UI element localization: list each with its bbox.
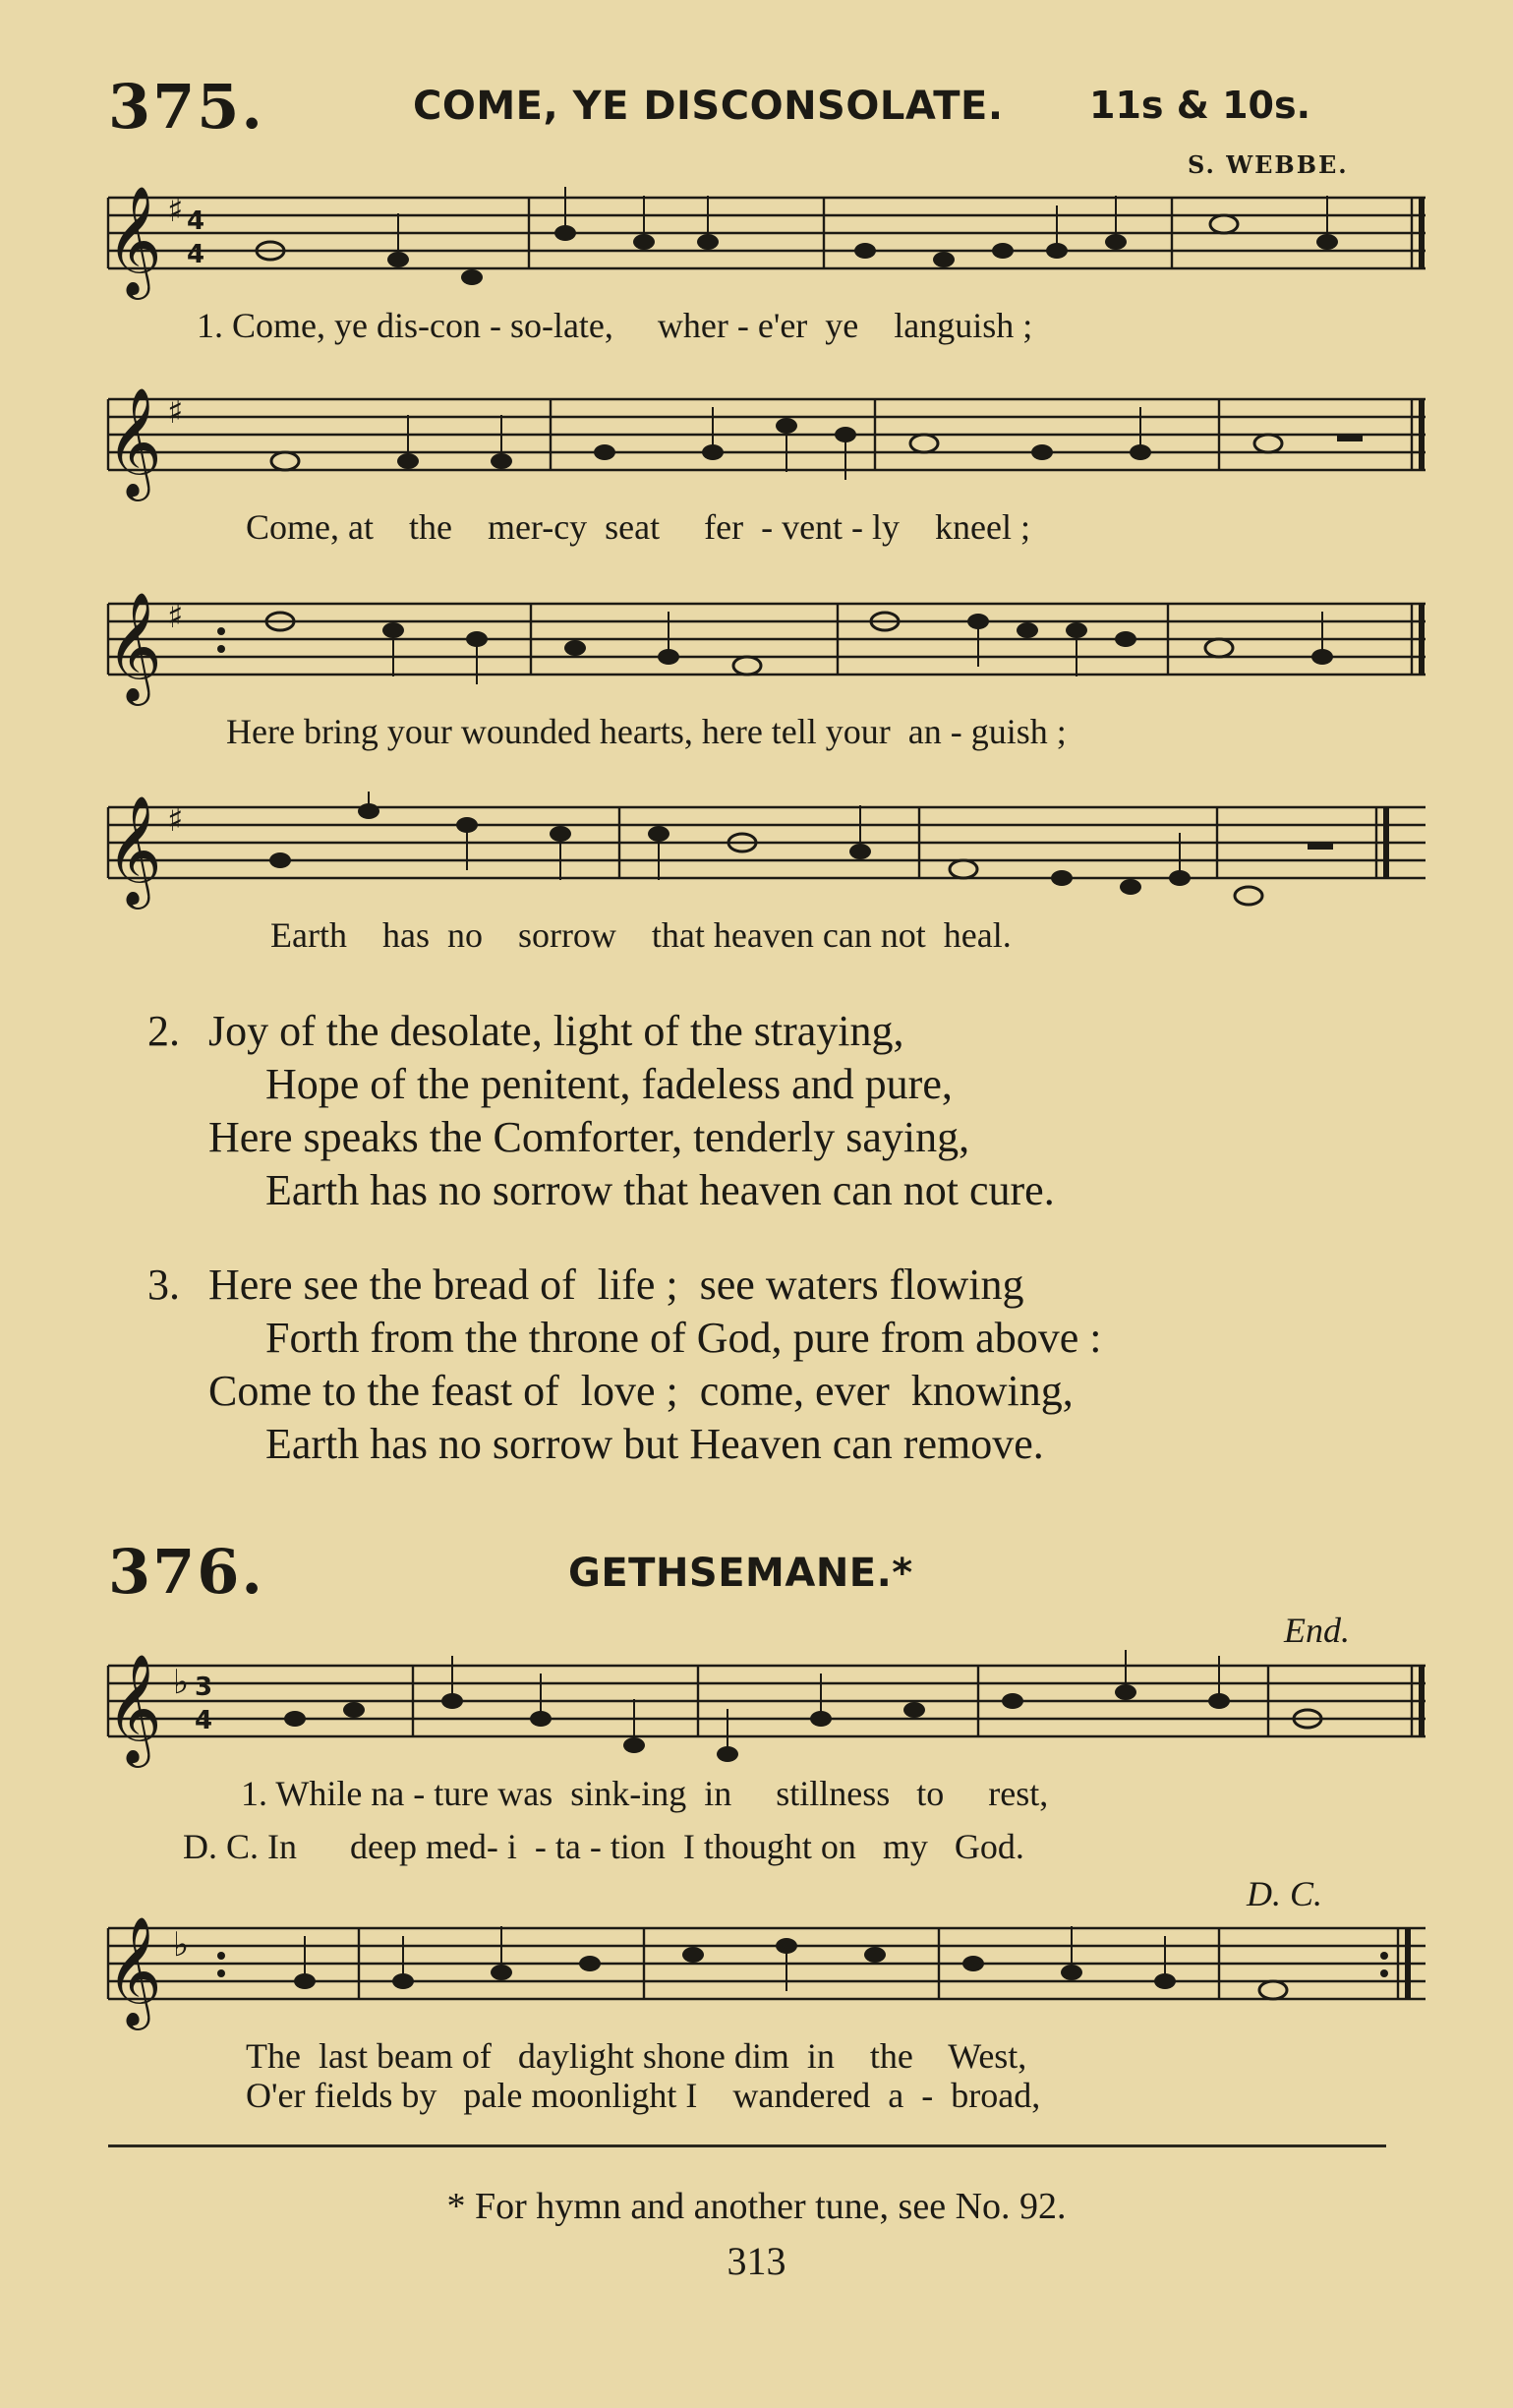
hymn-376-title: GETHSEMANE.* — [568, 1551, 913, 1596]
hymn-375-stanza-3 — [147, 1259, 1406, 1471]
svg-text:4: 4 — [195, 1706, 213, 1735]
music-staff — [98, 1650, 1435, 1778]
end-mark: End. — [1284, 1611, 1350, 1650]
svg-text:𝄞: 𝄞 — [106, 591, 162, 701]
svg-text:𝄞: 𝄞 — [106, 1915, 162, 2026]
hymn-375-number: 375. — [108, 71, 265, 143]
music-staff — [98, 383, 1435, 511]
hymn-376-lyric-line: The last beam of daylight shone dim in the West, — [246, 2036, 1027, 2076]
footnote-divider — [108, 2144, 1386, 2147]
dc-mark: D. C. — [1247, 1874, 1323, 1913]
hymn-375-title: COME, YE DISCONSOLATE. — [413, 84, 1004, 129]
svg-text:𝄞: 𝄞 — [106, 185, 162, 295]
hymn-376-lyric-line-dc: D. C. In deep med- i - ta - tion I thought on my God. — [183, 1827, 1024, 1866]
stanza-line: Earth has no sorrow but Heaven can remove. — [265, 1420, 1044, 1468]
hymn-375-lyric-line: Earth has no sorrow that heaven can not heal. — [270, 915, 1012, 955]
stanza-line: Come to the feast of love ; come, ever knowing, — [208, 1367, 1074, 1415]
footnote: * For hymn and another tune, see No. 92. — [446, 2186, 1067, 2227]
hymn-375-system-2 — [98, 383, 1435, 560]
svg-text:♯: ♯ — [167, 392, 184, 432]
stanza-number: 3. — [147, 1261, 180, 1309]
svg-text:♯: ♯ — [167, 191, 184, 230]
svg-text:𝄞: 𝄞 — [106, 1653, 162, 1763]
music-staff — [98, 182, 1435, 310]
svg-text:♯: ♯ — [167, 800, 184, 840]
stanza-line: Earth has no sorrow that heaven can not cure. — [265, 1166, 1055, 1214]
stanza-line: Forth from the throne of God, pure from above : — [265, 1314, 1102, 1362]
hymn-375-system-4 — [98, 792, 1435, 969]
hymn-375-system-1 — [98, 182, 1435, 359]
hymn-375-stanza-2 — [147, 1005, 1406, 1217]
hymn-375-composer: S. WEBBE. — [1188, 150, 1349, 179]
svg-text:𝄞: 𝄞 — [106, 794, 162, 905]
hymn-376-system-2 — [98, 1912, 1435, 2129]
svg-text:4: 4 — [187, 206, 205, 236]
stanza-line: Here speaks the Comforter, tenderly saying, — [208, 1113, 970, 1161]
stanza-line: Hope of the penitent, fadeless and pure, — [265, 1060, 953, 1108]
music-staff — [98, 588, 1435, 716]
hymn-375-lyric-line: 1. Come, ye dis-con - so-late, wher - e'er ye languish ; — [197, 306, 1033, 345]
music-staff — [98, 792, 1435, 919]
hymn-376-lyric-line: O'er fields by pale moonlight I wandered a - broad, — [246, 2076, 1041, 2115]
stanza-line: Here see the bread of life ; see waters flowing — [208, 1261, 1024, 1309]
svg-text:4: 4 — [187, 240, 205, 269]
svg-text:𝄞: 𝄞 — [106, 386, 162, 497]
stanza-number: 2. — [147, 1007, 180, 1055]
hymn-375-lyric-line: Here bring your wounded hearts, here tell your an - guish ; — [226, 712, 1067, 751]
svg-text:♭: ♭ — [173, 1925, 190, 1965]
page-number: 313 — [727, 2239, 786, 2283]
hymn-376-system-1 — [98, 1650, 1435, 1866]
hymn-376-number: 376. — [108, 1536, 265, 1608]
hymn-375-meter: 11s & 10s. — [1089, 84, 1311, 127]
svg-text:♯: ♯ — [167, 597, 184, 636]
hymn-375-lyric-line: Come, at the mer-cy seat fer - vent - ly kneel ; — [246, 507, 1031, 547]
svg-text:♭: ♭ — [173, 1663, 190, 1702]
stanza-line: Joy of the desolate, light of the straying, — [208, 1007, 904, 1055]
hymn-376-lyric-line: 1. While na - ture was sink-ing in stillness to rest, — [241, 1774, 1049, 1813]
hymn-375-system-3 — [98, 588, 1435, 765]
svg-text:3: 3 — [195, 1673, 213, 1702]
music-staff — [98, 1912, 1435, 2040]
